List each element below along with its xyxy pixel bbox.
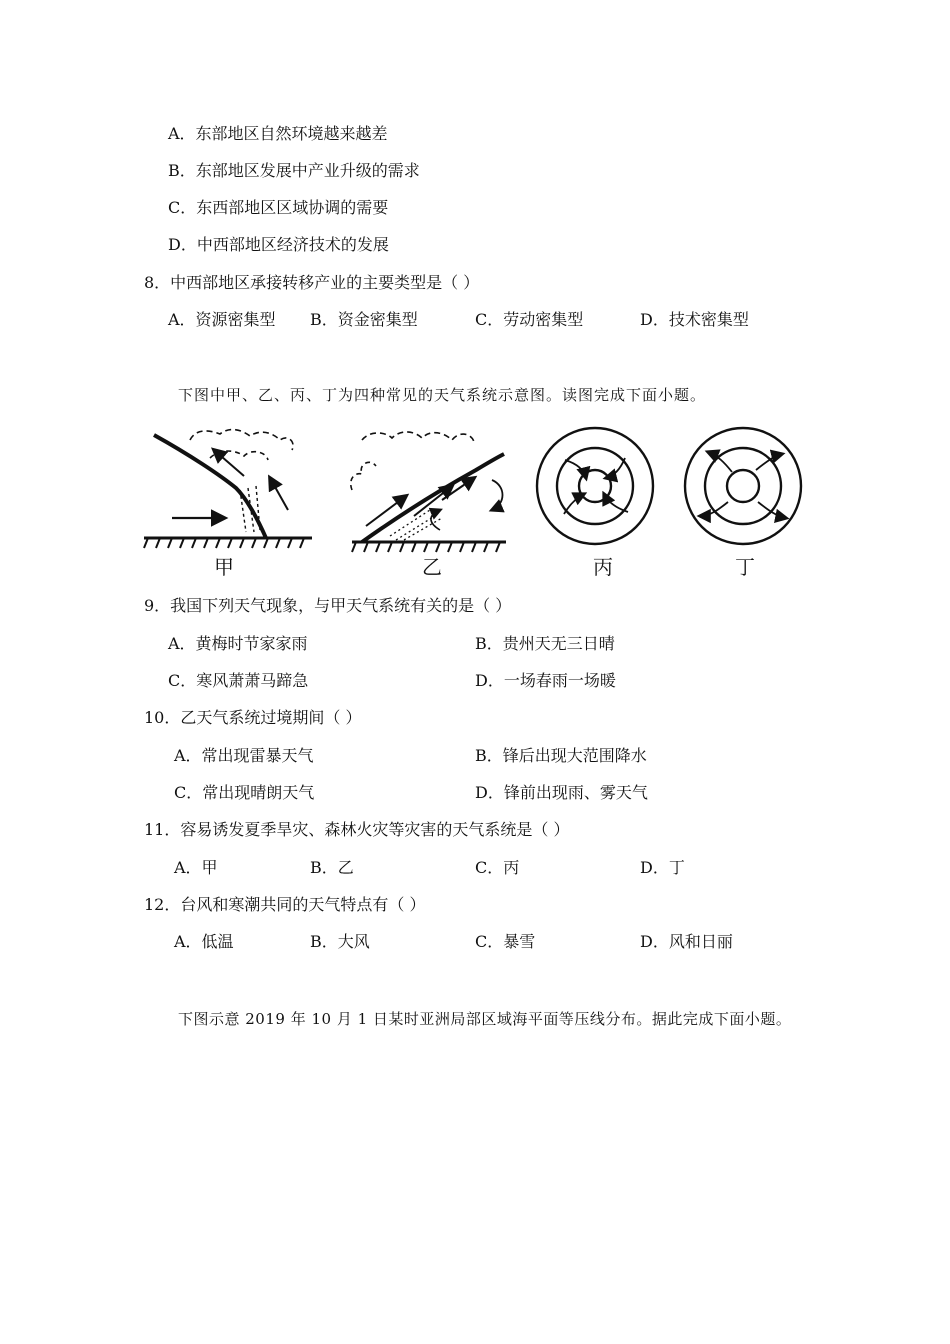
q10-option-c: C．常出现晴朗天气 <box>174 783 315 802</box>
q12-option-d: D．风和日丽 <box>640 932 733 951</box>
q9-option-c: C．寒风萧萧马蹄急 <box>168 671 309 690</box>
q8-stem: 8．中西部地区承接转移产业的主要类型是（ ） <box>144 273 480 292</box>
q11-option-a: A．甲 <box>174 858 218 877</box>
q7-option-a: A．东部地区自然环境越来越差 <box>168 124 388 143</box>
anticyclone-diagram <box>685 428 801 544</box>
q12-option-b: B．大风 <box>310 932 370 951</box>
q7-option-b: B．东部地区发展中产业升级的需求 <box>168 161 420 180</box>
q10-option-b: B．锋后出现大范围降水 <box>475 746 647 765</box>
figure-label-bing: 丙 <box>593 555 613 579</box>
q12-stem: 12．台风和寒潮共同的天气特点有（ ） <box>144 895 426 914</box>
cyclone-diagram <box>537 428 653 544</box>
warm-front-diagram <box>351 432 506 552</box>
q11-option-b: B．乙 <box>310 858 354 877</box>
q8-option-a: A．资源密集型 <box>168 310 276 329</box>
q8-option-c: C．劳动密集型 <box>475 310 584 329</box>
cold-front-diagram <box>144 430 312 548</box>
weather-systems-figure <box>140 420 820 582</box>
q9-option-d: D．一场春雨一场暖 <box>475 671 616 690</box>
q7-option-c: C．东西部地区区域协调的需要 <box>168 198 389 217</box>
q9-stem: 9．我国下列天气现象，与甲天气系统有关的是（ ） <box>144 596 512 615</box>
q8-option-b: B．资金密集型 <box>310 310 418 329</box>
q7-option-d: D．中西部地区经济技术的发展 <box>168 235 389 254</box>
q10-option-a: A．常出现雷暴天气 <box>174 746 314 765</box>
q11-stem: 11．容易诱发夏季旱灾、森林火灾等灾害的天气系统是（ ） <box>144 820 570 839</box>
figure-label-yi: 乙 <box>422 555 442 579</box>
q9-option-b: B．贵州天无三日晴 <box>475 634 615 653</box>
figure-label-ding: 丁 <box>735 555 755 579</box>
figure-intro: 下图中甲、乙、丙、丁为四种常见的天气系统示意图。读图完成下面小题。 <box>178 386 707 404</box>
figure-label-jia: 甲 <box>214 555 234 579</box>
q9-option-a: A．黄梅时节家家雨 <box>168 634 308 653</box>
map-intro: 下图示意 2019 年 10 月 1 日某时亚洲局部区域海平面等压线分布。据此完成下面小题。 <box>178 1010 792 1028</box>
q10-stem: 10．乙天气系统过境期间（ ） <box>144 708 362 727</box>
q12-option-a: A．低温 <box>174 932 234 951</box>
q11-option-c: C．丙 <box>475 858 520 877</box>
q12-option-c: C．暴雪 <box>475 932 536 951</box>
q10-option-d: D．锋前出现雨、雾天气 <box>475 783 648 802</box>
q11-option-d: D．丁 <box>640 858 685 877</box>
q8-option-d: D．技术密集型 <box>640 310 749 329</box>
